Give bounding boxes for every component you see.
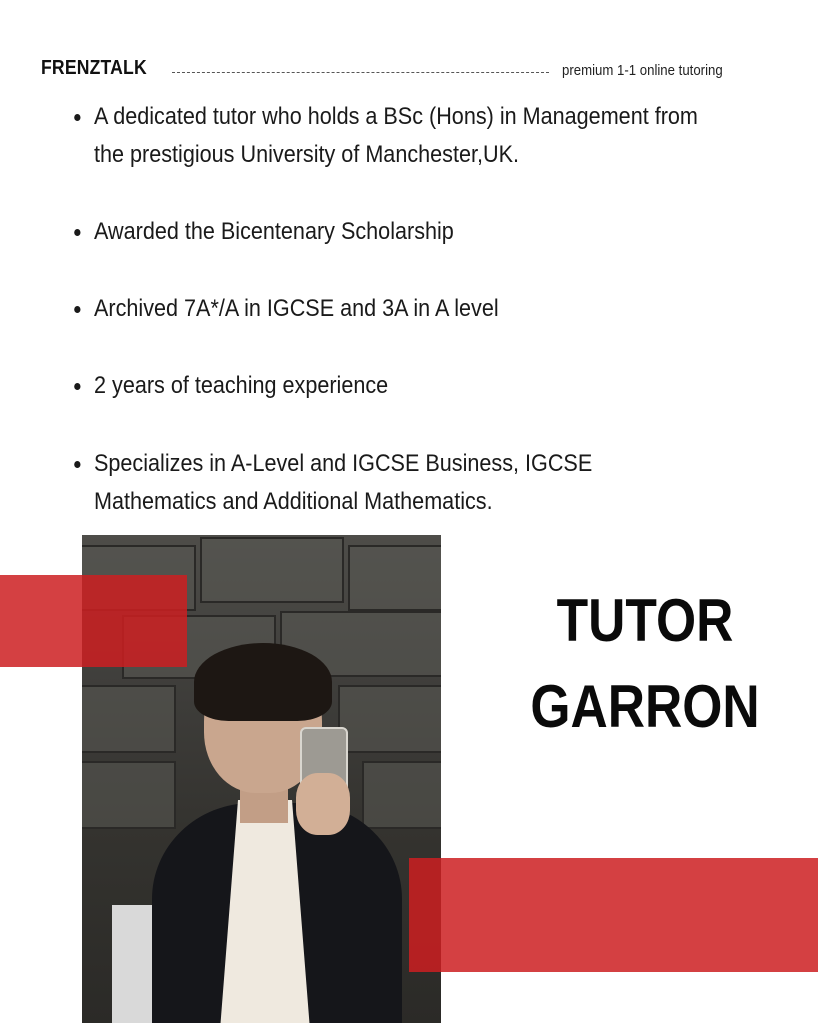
list-item-text: 2 years of teaching experience (94, 372, 389, 399)
list-item-text: Specializes in A-Level and IGCSE Business, IGCSE Mathematics and Additional Mathematics. (94, 450, 593, 515)
title-line-1: TUTOR (556, 587, 734, 654)
wall-brick (200, 537, 344, 603)
bullet-dot-icon (74, 229, 80, 236)
chair (112, 905, 156, 1023)
red-accent-block-right (409, 858, 818, 972)
list-item (94, 445, 706, 521)
bullet-dot-icon (74, 114, 80, 121)
header-divider (172, 72, 549, 73)
tagline: premium 1-1 online tutoring (562, 62, 723, 79)
bullet-dot-icon (74, 461, 80, 468)
wall-brick (82, 685, 176, 753)
wall-brick (338, 685, 441, 753)
bullet-dot-icon (74, 306, 80, 313)
list-item (94, 367, 706, 405)
wall-brick (362, 761, 441, 829)
hand (296, 773, 350, 835)
list-item (94, 98, 706, 174)
list-item-text: A dedicated tutor who holds a BSc (Hons) in Management from the prestigious University of Manchester,UK. (94, 103, 698, 168)
list-item-text: Awarded the Bicentenary Scholarship (94, 218, 454, 245)
brand-name: FRENZTALK (41, 57, 147, 79)
tutor-name-title (512, 578, 779, 750)
wall-brick (348, 545, 441, 611)
list-item (94, 213, 706, 251)
bullet-dot-icon (74, 383, 80, 390)
red-accent-block-left (0, 575, 187, 667)
list-item (94, 290, 706, 328)
wall-brick (82, 761, 176, 829)
title-line-2: GARRON (530, 673, 760, 740)
hair (194, 643, 332, 721)
list-item-text: Archived 7A*/A in IGCSE and 3A in A level (94, 295, 499, 322)
